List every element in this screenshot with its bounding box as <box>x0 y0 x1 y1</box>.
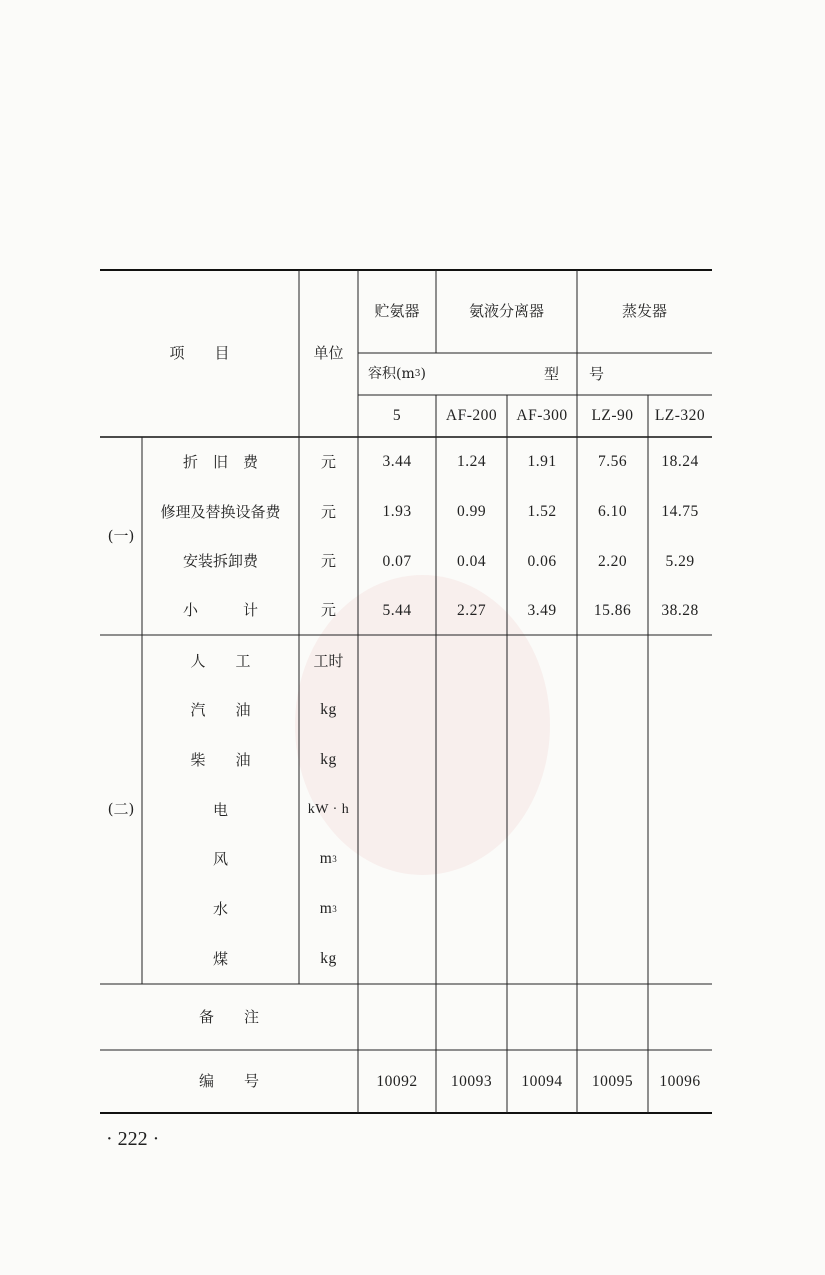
table-cell: 2.27 <box>456 601 487 619</box>
row-unit: kW · h <box>307 802 350 817</box>
row-unit: m 3 <box>319 850 338 868</box>
column-header: LZ-90 <box>591 407 634 425</box>
table-cell: 1.24 <box>456 453 487 471</box>
row-name: 水 <box>212 899 228 918</box>
row-unit: 元 <box>320 552 336 570</box>
row-unit: kg <box>320 950 337 968</box>
row-name: 风 <box>212 849 228 868</box>
column-header: AF-200 <box>445 407 498 425</box>
header-unit: 单位 <box>313 344 344 362</box>
table-cell: 1.91 <box>527 453 557 471</box>
table-cell: 14.75 <box>661 503 699 521</box>
section2-label: (二) <box>107 800 135 818</box>
code-label: 编 号 <box>198 1072 259 1090</box>
header-model: 型 号 <box>543 364 604 383</box>
row-unit: kg <box>320 701 337 719</box>
table-cell: 0.99 <box>456 503 487 521</box>
header-group-evaporator: 蒸发器 <box>621 302 667 320</box>
table-cell: 0.06 <box>527 552 557 570</box>
table-cell: 1.52 <box>527 503 557 521</box>
table-cell: 15.86 <box>593 601 632 619</box>
row-unit: 工时 <box>313 651 344 670</box>
row-name: 柴 油 <box>190 750 251 769</box>
row-name: 折 旧 费 <box>182 452 258 471</box>
table-cell: 3.49 <box>527 601 557 619</box>
column-header: LZ-320 <box>654 407 706 425</box>
row-unit: kg <box>320 751 337 769</box>
table-cell: 3.44 <box>382 453 412 471</box>
row-name: 电 <box>212 800 228 819</box>
header-capacity: 容积(m 3 ) <box>368 366 426 382</box>
table-cell: 0.04 <box>456 552 487 570</box>
row-name: 修理及替换设备费 <box>160 502 281 521</box>
table-cell: 2.20 <box>597 552 628 570</box>
page-number: · 222 · <box>106 1128 160 1150</box>
section1-label: (一) <box>107 526 135 545</box>
table-cell: 0.07 <box>382 552 412 570</box>
header-group-storage: 贮氨器 <box>374 302 420 320</box>
remark-label: 备 注 <box>198 1007 259 1026</box>
row-unit: m 3 <box>319 900 338 918</box>
table-cell: 5.44 <box>382 601 412 619</box>
table-cell: 38.28 <box>661 601 699 619</box>
code-cell: 10095 <box>591 1072 634 1090</box>
row-name: 小 计 <box>182 601 258 619</box>
row-unit: 元 <box>320 601 336 619</box>
code-cell: 10096 <box>659 1072 701 1090</box>
row-name: 人 工 <box>190 651 251 670</box>
row-name: 汽 油 <box>190 700 251 719</box>
column-header: AF-300 <box>516 407 568 425</box>
code-cell: 10093 <box>450 1072 493 1090</box>
row-name: 安装拆卸费 <box>182 552 258 570</box>
row-name: 煤 <box>212 949 228 968</box>
row-unit: 元 <box>320 452 336 471</box>
row-unit: 元 <box>320 502 336 521</box>
table-cell: 18.24 <box>661 453 699 471</box>
table-cell: 6.10 <box>597 503 628 521</box>
header-item: 项 目 <box>169 344 230 362</box>
code-cell: 10092 <box>376 1072 418 1090</box>
header-group-separator: 氨液分离器 <box>468 302 544 320</box>
column-header: 5 <box>392 407 402 425</box>
table-cell: 1.93 <box>382 503 412 521</box>
code-cell: 10094 <box>521 1072 563 1090</box>
table-cell: 7.56 <box>597 453 628 471</box>
table-cell: 5.29 <box>665 552 695 570</box>
